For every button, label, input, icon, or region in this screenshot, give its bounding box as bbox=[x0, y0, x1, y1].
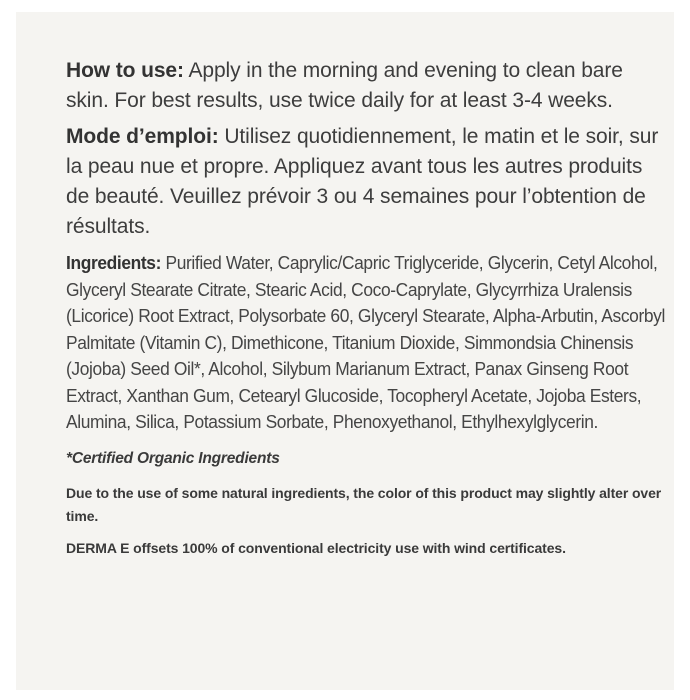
certified-organic-note: *Certified Organic Ingredients bbox=[66, 449, 280, 467]
ingredients-heading: Ingredients: bbox=[66, 252, 162, 273]
how-to-use-text: Apply in the morning and evening to clean bare skin. For best results, use twice daily for at least 3-4 weeks. bbox=[66, 59, 623, 112]
label-text-block bbox=[66, 56, 666, 556]
ingredients-paragraph bbox=[66, 250, 666, 436]
wind-offsets-note: DERMA E offsets 100% of conventional electricity use with wind certificates. bbox=[66, 539, 566, 556]
mode-emploi-heading: Mode d’emploi: bbox=[66, 125, 219, 148]
mode-emploi-text: Utilisez quotidiennement, le matin et le soir, sur la peau nue et propre. Appliquez avant tous les autres produits de beauté. Veuillez prévoir 3 ou 4 semaines pour l’obtention de résultats. bbox=[66, 125, 659, 238]
how-to-use-paragraph bbox=[66, 56, 666, 116]
mode-emploi-paragraph bbox=[66, 122, 666, 242]
ingredients-list: Purified Water, Caprylic/Capric Triglyceride, Glycerin, Cetyl Alcohol, Glyceryl Stearate Citrate, Stearic Acid, Coco-Caprylate, Glycyrrhiza Uralensis (Licorice) Root Extract, Polysorbate 60, Glyceryl Stearate, Alpha-Arbutin, Ascorbyl Palmitate (Vitamin C), Dimethicone, Titanium Dioxide, Simmondsia Chinensis (Jojoba) Seed Oil*, Alcohol, Silybum Marianum Extract, Panax Ginseng Root Extract, Xanthan Gum, Cetearyl Glucoside, Tocopheryl Acetate, Jojoba Esters, Alumina, Silica, Potassium Sorbate, Phenoxyethanol, Ethylhexylglycerin. bbox=[66, 252, 665, 432]
how-to-use-heading: How to use: bbox=[66, 59, 184, 82]
color-notice: Due to the use of some natural ingredients, the color of this product may slightly alter over time. bbox=[66, 484, 662, 524]
